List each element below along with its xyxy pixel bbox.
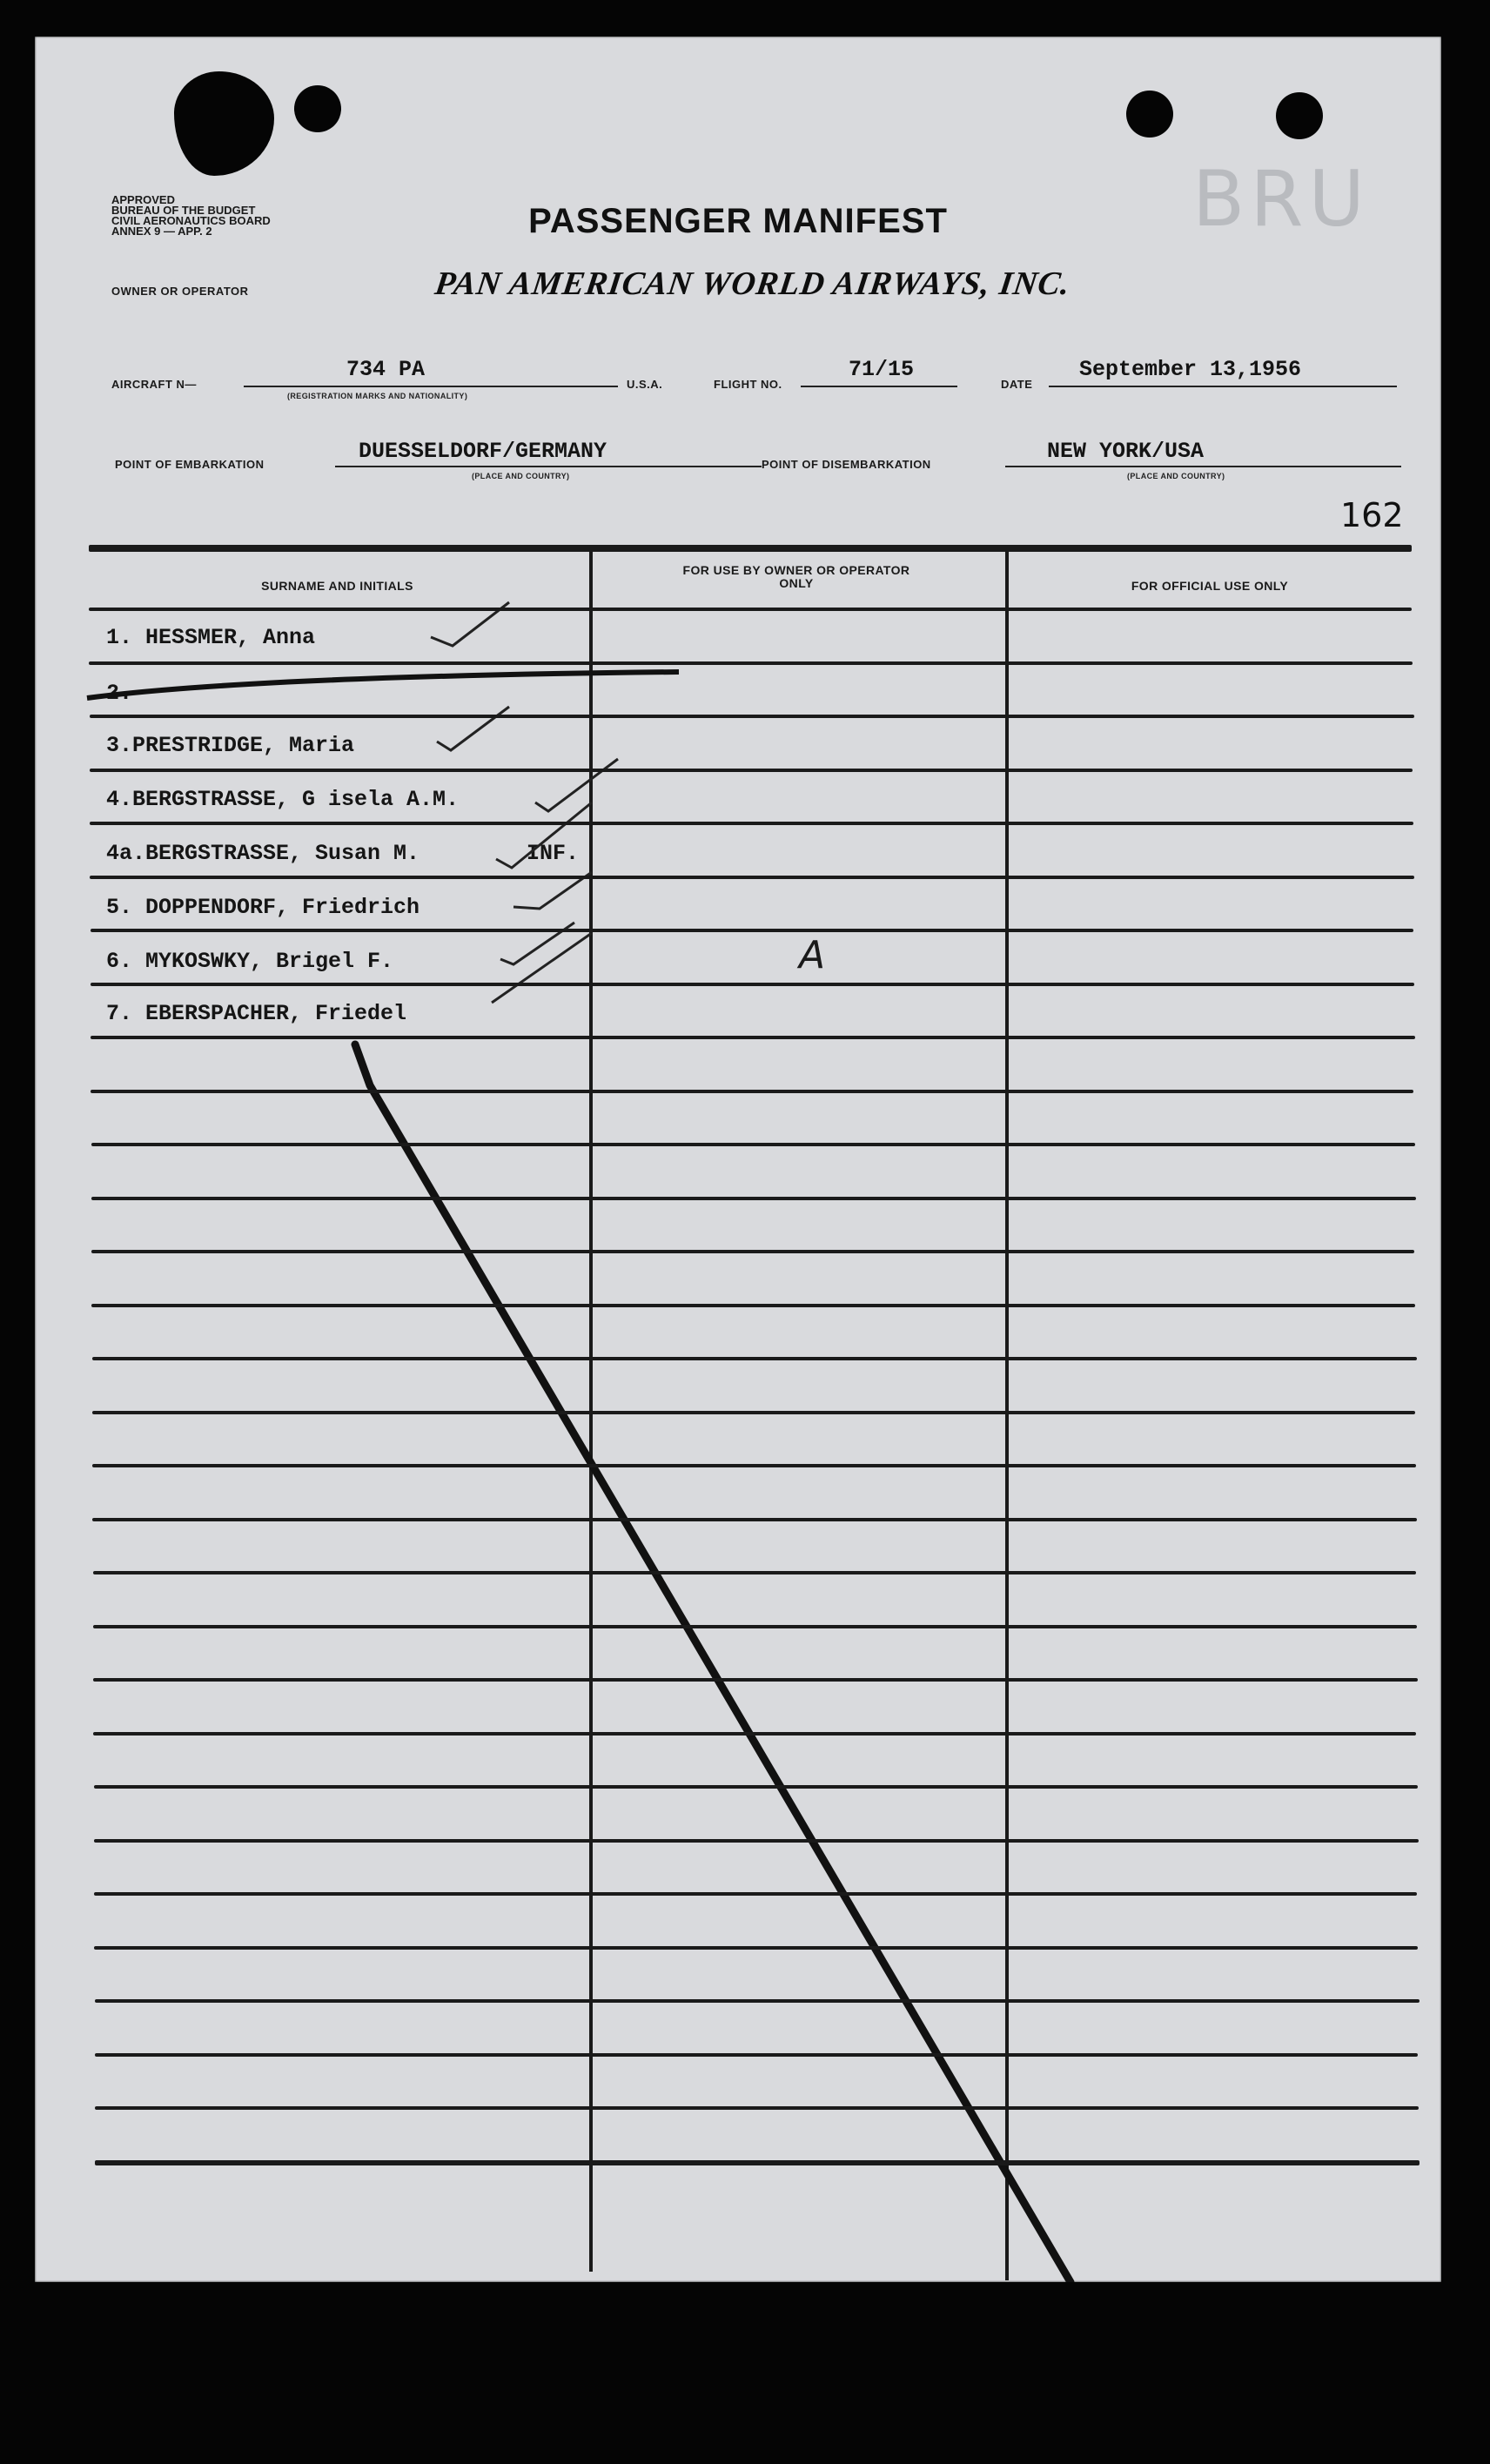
flight-value: 71/15 [849, 357, 915, 382]
table-row-rule [90, 715, 1414, 718]
table-row-rule [93, 1732, 1416, 1736]
table-row-rule [89, 661, 1413, 665]
bru-stamp: BRU [1192, 154, 1370, 244]
owner-column-header: FOR USE BY OWNER OR OPERATOR ONLY [682, 563, 910, 590]
operator-name: PAN AMERICAN WORLD AIRWAYS, INC. [433, 265, 1073, 302]
date-label: DATE [1001, 378, 1033, 391]
table-row-rule [90, 822, 1413, 825]
table-row-rule [92, 1357, 1417, 1360]
table-row-rule [93, 1678, 1418, 1682]
table-row-rule [91, 1197, 1416, 1200]
embarkation-value: DUESSELDORF/GERMANY [359, 439, 607, 464]
check-mark-icon [535, 759, 618, 811]
passenger-row: 3.PRESTRIDGE, Maria [106, 733, 355, 758]
embarkation-label: POINT OF EMBARKATION [115, 458, 265, 471]
page-title: PASSENGER MANIFEST [528, 202, 948, 240]
check-mark-icon [437, 707, 509, 750]
table-row-rule [90, 876, 1414, 879]
usa-label: U.S.A. [627, 378, 663, 391]
passenger-row: 6. MYKOSWKY, Brigel F. [106, 949, 394, 974]
owner-mark: A [799, 933, 826, 977]
date-value: September 13,1956 [1079, 357, 1302, 382]
table-row-rule [95, 2053, 1418, 2057]
form-approval-code: APPROVED BUREAU OF THE BUDGET CIVIL AERONAUTICS BOARD ANNEX 9 — APP. 2 [111, 193, 271, 238]
passenger-row: 5. DOPPENDORF, Friedrich [106, 895, 420, 920]
page-number: 162 [1340, 496, 1404, 534]
disembarkation-value: NEW YORK/USA [1047, 439, 1205, 464]
table-row-rule [91, 929, 1413, 932]
manifest-sheet [35, 37, 1441, 2282]
table-row-rule [95, 2160, 1420, 2165]
table-row-rule [90, 769, 1413, 772]
disembarkation-label: POINT OF DISEMBARKATION [762, 458, 931, 471]
passenger-row: 7. EBERSPACHER, Friedel [106, 1001, 407, 1026]
table-row-rule [92, 1464, 1416, 1467]
void-diagonal-line [355, 1044, 1071, 2282]
table-row-rule [94, 1839, 1419, 1843]
passenger-row: 4.BERGSTRASSE, G isela A.M. [106, 787, 460, 812]
flight-label: FLIGHT NO. [714, 378, 782, 391]
table-row-rule [93, 1625, 1417, 1628]
strike-through-line [87, 672, 679, 698]
embarkation-sublabel: (PLACE AND COUNTRY) [472, 472, 570, 480]
aircraft-sublabel: (REGISTRATION MARKS AND NATIONALITY) [287, 392, 468, 400]
table-row-rule [89, 608, 1412, 611]
table-row-rule [95, 1999, 1420, 2003]
infant-note: INF. [527, 841, 580, 866]
table-row-rule [94, 1946, 1418, 1950]
owner-label: OWNER OR OPERATOR [111, 285, 249, 298]
aircraft-label: AIRCRAFT N— [111, 378, 197, 391]
table-row-rule [94, 1892, 1417, 1896]
table-row-rule [91, 1143, 1415, 1146]
surname-column-header: SURNAME AND INITIALS [261, 579, 413, 593]
check-mark-icon [496, 802, 592, 868]
table-row-rule [92, 1411, 1415, 1414]
table-row-rule [94, 1785, 1418, 1789]
table-row-rule [91, 1304, 1415, 1307]
table-row-rule [91, 1090, 1413, 1093]
disembarkation-sublabel: (PLACE AND COUNTRY) [1127, 472, 1225, 480]
table-row-rule [91, 983, 1414, 986]
official-column-header: FOR OFFICIAL USE ONLY [1131, 579, 1289, 593]
table-row-rule [95, 2106, 1419, 2110]
table-row-rule [92, 1518, 1417, 1521]
passenger-row: 4a.BERGSTRASSE, Susan M. [106, 841, 420, 866]
aircraft-value: 734 PA [346, 357, 426, 382]
passenger-row: 2. [106, 681, 133, 706]
table-row-rule [93, 1571, 1416, 1574]
table-row-rule [91, 1250, 1414, 1253]
table-row-rule [91, 1036, 1415, 1039]
passenger-row: 1. HESSMER, Anna [106, 625, 316, 650]
